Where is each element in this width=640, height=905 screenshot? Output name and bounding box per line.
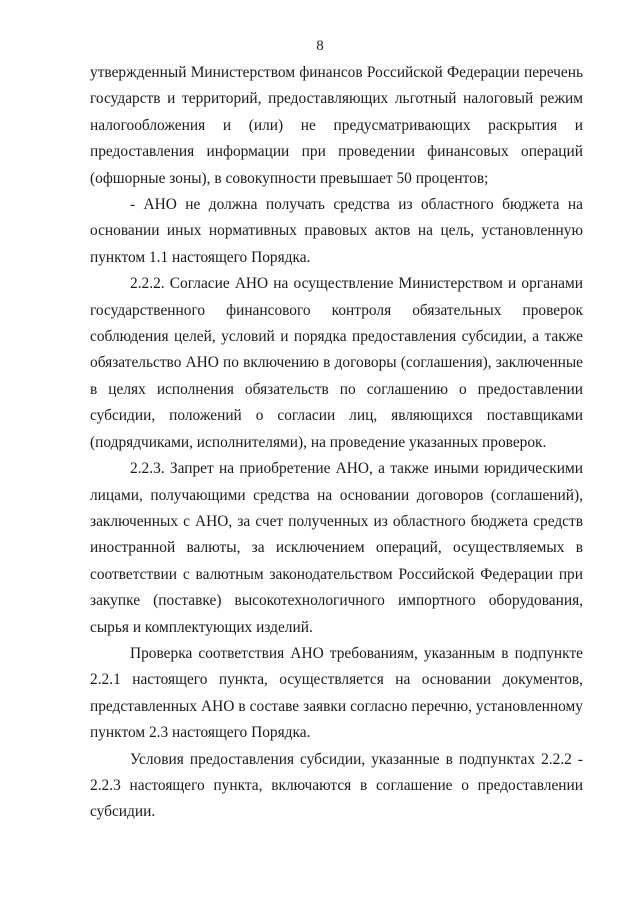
text-line: в целях исполнения обязательств по соглашению о предоставлении	[90, 380, 583, 398]
text-line: лицами, получающими средства на основании договоров (соглашений),	[90, 486, 583, 504]
text-line: государственного финансового контроля обязательных проверок	[90, 301, 583, 319]
text-line: (подрядчиками, исполнителями), на проведение указанных проверок.	[90, 433, 547, 451]
document-body	[90, 60, 583, 826]
text-line: утвержденный Министерством финансов Российской Федерации перечень	[90, 64, 583, 81]
text-line: соответствии с валютным законодательством Российской Федерации при	[90, 565, 583, 583]
text-line: 2.2.3. Запрет на приобретение АНО, а также иными юридическими	[130, 460, 583, 478]
text-line: основании иных нормативных правовых актов на цель, установленную	[90, 222, 583, 240]
text-line: предоставления информации при проведении финансовых операций	[90, 143, 583, 161]
text-line: субсидии, положений о согласии лиц, являющихся поставщиками	[90, 407, 583, 425]
page-number: 8	[316, 38, 324, 54]
text-line: налогообложения и (или) не предусматривающих раскрытия и	[90, 116, 583, 134]
text-line: государств и территорий, предоставляющих льготный налоговый режим	[90, 90, 583, 108]
text-line: субсидии.	[90, 803, 156, 821]
text-line: пунктом 1.1 настоящего Порядка.	[90, 248, 311, 266]
text-line: представленных АНО в составе заявки согласно перечню, установленному	[90, 697, 583, 715]
paragraph-verification	[90, 641, 583, 747]
paragraph-conditions	[90, 747, 583, 826]
text-line: Проверка соответствия АНО требованиям, указанным в подпункте	[130, 644, 583, 662]
text-line: обязательство АНО по включению в договоры (соглашения), заключенные	[90, 354, 583, 372]
text-line: сырья и комплектующих изделий.	[90, 618, 313, 636]
paragraph-2-2-3	[90, 456, 583, 641]
text-line: соблюдения целей, условий и порядка предоставления субсидии, а также	[90, 328, 583, 346]
text-line: 2.2.1 настоящего пункта, осуществляется на основании документов,	[90, 671, 583, 689]
text-line: закупке (поставке) высокотехнологичного импортного оборудования,	[90, 592, 583, 610]
paragraph-offshore-criteria	[90, 60, 583, 192]
text-line: 2.2.2. Согласие АНО на осуществление Министерством и органами	[130, 275, 583, 293]
text-line: Условия предоставления субсидии, указанные в подпунктах 2.2.2 -	[130, 750, 583, 768]
text-line: пунктом 2.3 настоящего Порядка.	[90, 724, 311, 742]
text-line: заключенных с АНО, за счет полученных из областного бюджета средств	[90, 512, 583, 530]
text-line: иностранной валюты, за исключением операций, осуществляемых в	[90, 539, 583, 557]
text-line: - АНО не должна получать средства из областного бюджета на	[130, 196, 583, 214]
text-line: 2.2.3 настоящего пункта, включаются в соглашение о предоставлении	[90, 776, 583, 794]
paragraph-2-2-2	[90, 271, 583, 456]
paragraph-budget-funds	[90, 192, 583, 271]
text-line: (офшорные зоны), в совокупности превышает 50 процентов;	[90, 169, 489, 187]
